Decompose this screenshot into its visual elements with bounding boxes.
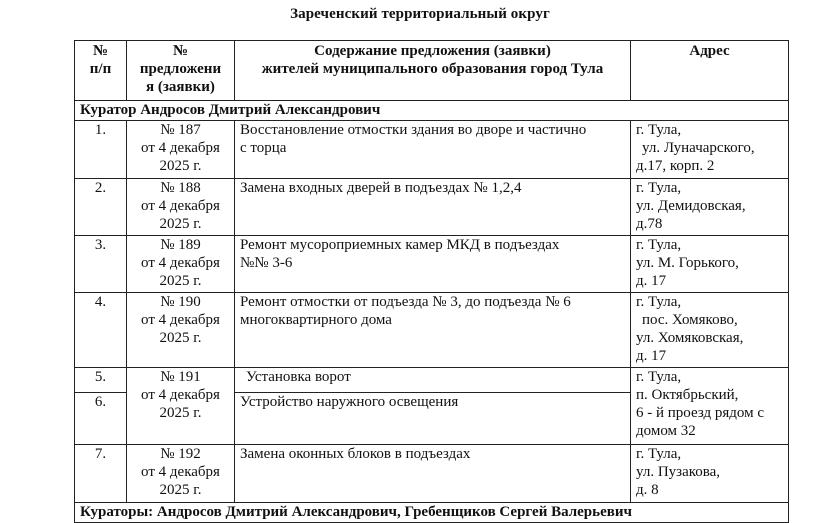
application-cell: № 192 от 4 декабря 2025 г. <box>127 445 235 503</box>
header-app: № предложени я (заявки) <box>127 41 235 101</box>
content-cell: Ремонт отмостки от подъезда № 3, до подъезда № 6 многоквартирного дома <box>235 293 631 368</box>
address-cell: г. Тула, ул. Луначарского, д.17, корп. 2 <box>631 121 789 179</box>
row-number: 1. <box>75 121 127 179</box>
address-cell: г. Тула, ул. М. Горького, д. 17 <box>631 236 789 293</box>
curator-label: Куратор Андросов Дмитрий Александрович <box>75 101 789 121</box>
application-cell: № 189 от 4 декабря 2025 г. <box>127 236 235 293</box>
address-cell: г. Тула, ул. Пузакова, д. 8 <box>631 445 789 503</box>
content-cell: Замена входных дверей в подъездах № 1,2,4 <box>235 179 631 236</box>
table-row <box>75 445 789 503</box>
application-cell: № 190 от 4 декабря 2025 г. <box>127 293 235 368</box>
row-number: 7. <box>75 445 127 503</box>
row-number: 6. <box>75 393 127 445</box>
row-number: 4. <box>75 293 127 368</box>
content-cell: Восстановление отмостки здания во дворе и частично с торца <box>235 121 631 179</box>
row-number: 5. <box>75 368 127 393</box>
header-content: Содержание предложения (заявки) жителей муниципального образования город Тула <box>235 41 631 101</box>
table-row <box>75 179 789 236</box>
content-cell: Устройство наружного освещения <box>235 393 631 445</box>
address-cell: г. Тула, пос. Хомяково, ул. Хомяковская, д. 17 <box>631 293 789 368</box>
table-header-row <box>75 41 789 101</box>
header-address: Адрес <box>631 41 789 101</box>
table-row <box>75 121 789 179</box>
content-cell: Ремонт мусороприемных камер МКД в подъездах №№ 3-6 <box>235 236 631 293</box>
document-title: Зареченский территориальный округ <box>290 6 550 22</box>
proposals-table <box>74 40 789 523</box>
row-number: 3. <box>75 236 127 293</box>
row-number: 2. <box>75 179 127 236</box>
application-cell: № 187 от 4 декабря 2025 г. <box>127 121 235 179</box>
application-cell: № 188 от 4 декабря 2025 г. <box>127 179 235 236</box>
address-cell: г. Тула, ул. Демидовская, д.78 <box>631 179 789 236</box>
table-row <box>75 368 789 393</box>
application-cell-merged: № 191 от 4 декабря 2025 г. <box>127 368 235 445</box>
header-num: № п/п <box>75 41 127 101</box>
table-row <box>75 293 789 368</box>
table-row <box>75 236 789 293</box>
content-cell: Установка ворот <box>235 368 631 393</box>
curator-row <box>75 101 789 121</box>
address-cell-merged: г. Тула, п. Октябрьский, 6 - й проезд рядом с домом 32 <box>631 368 789 445</box>
curators-label: Кураторы: Андросов Дмитрий Александрович, Гребенщиков Сергей Валерьевич <box>75 503 789 523</box>
content-cell: Замена оконных блоков в подъездах <box>235 445 631 503</box>
